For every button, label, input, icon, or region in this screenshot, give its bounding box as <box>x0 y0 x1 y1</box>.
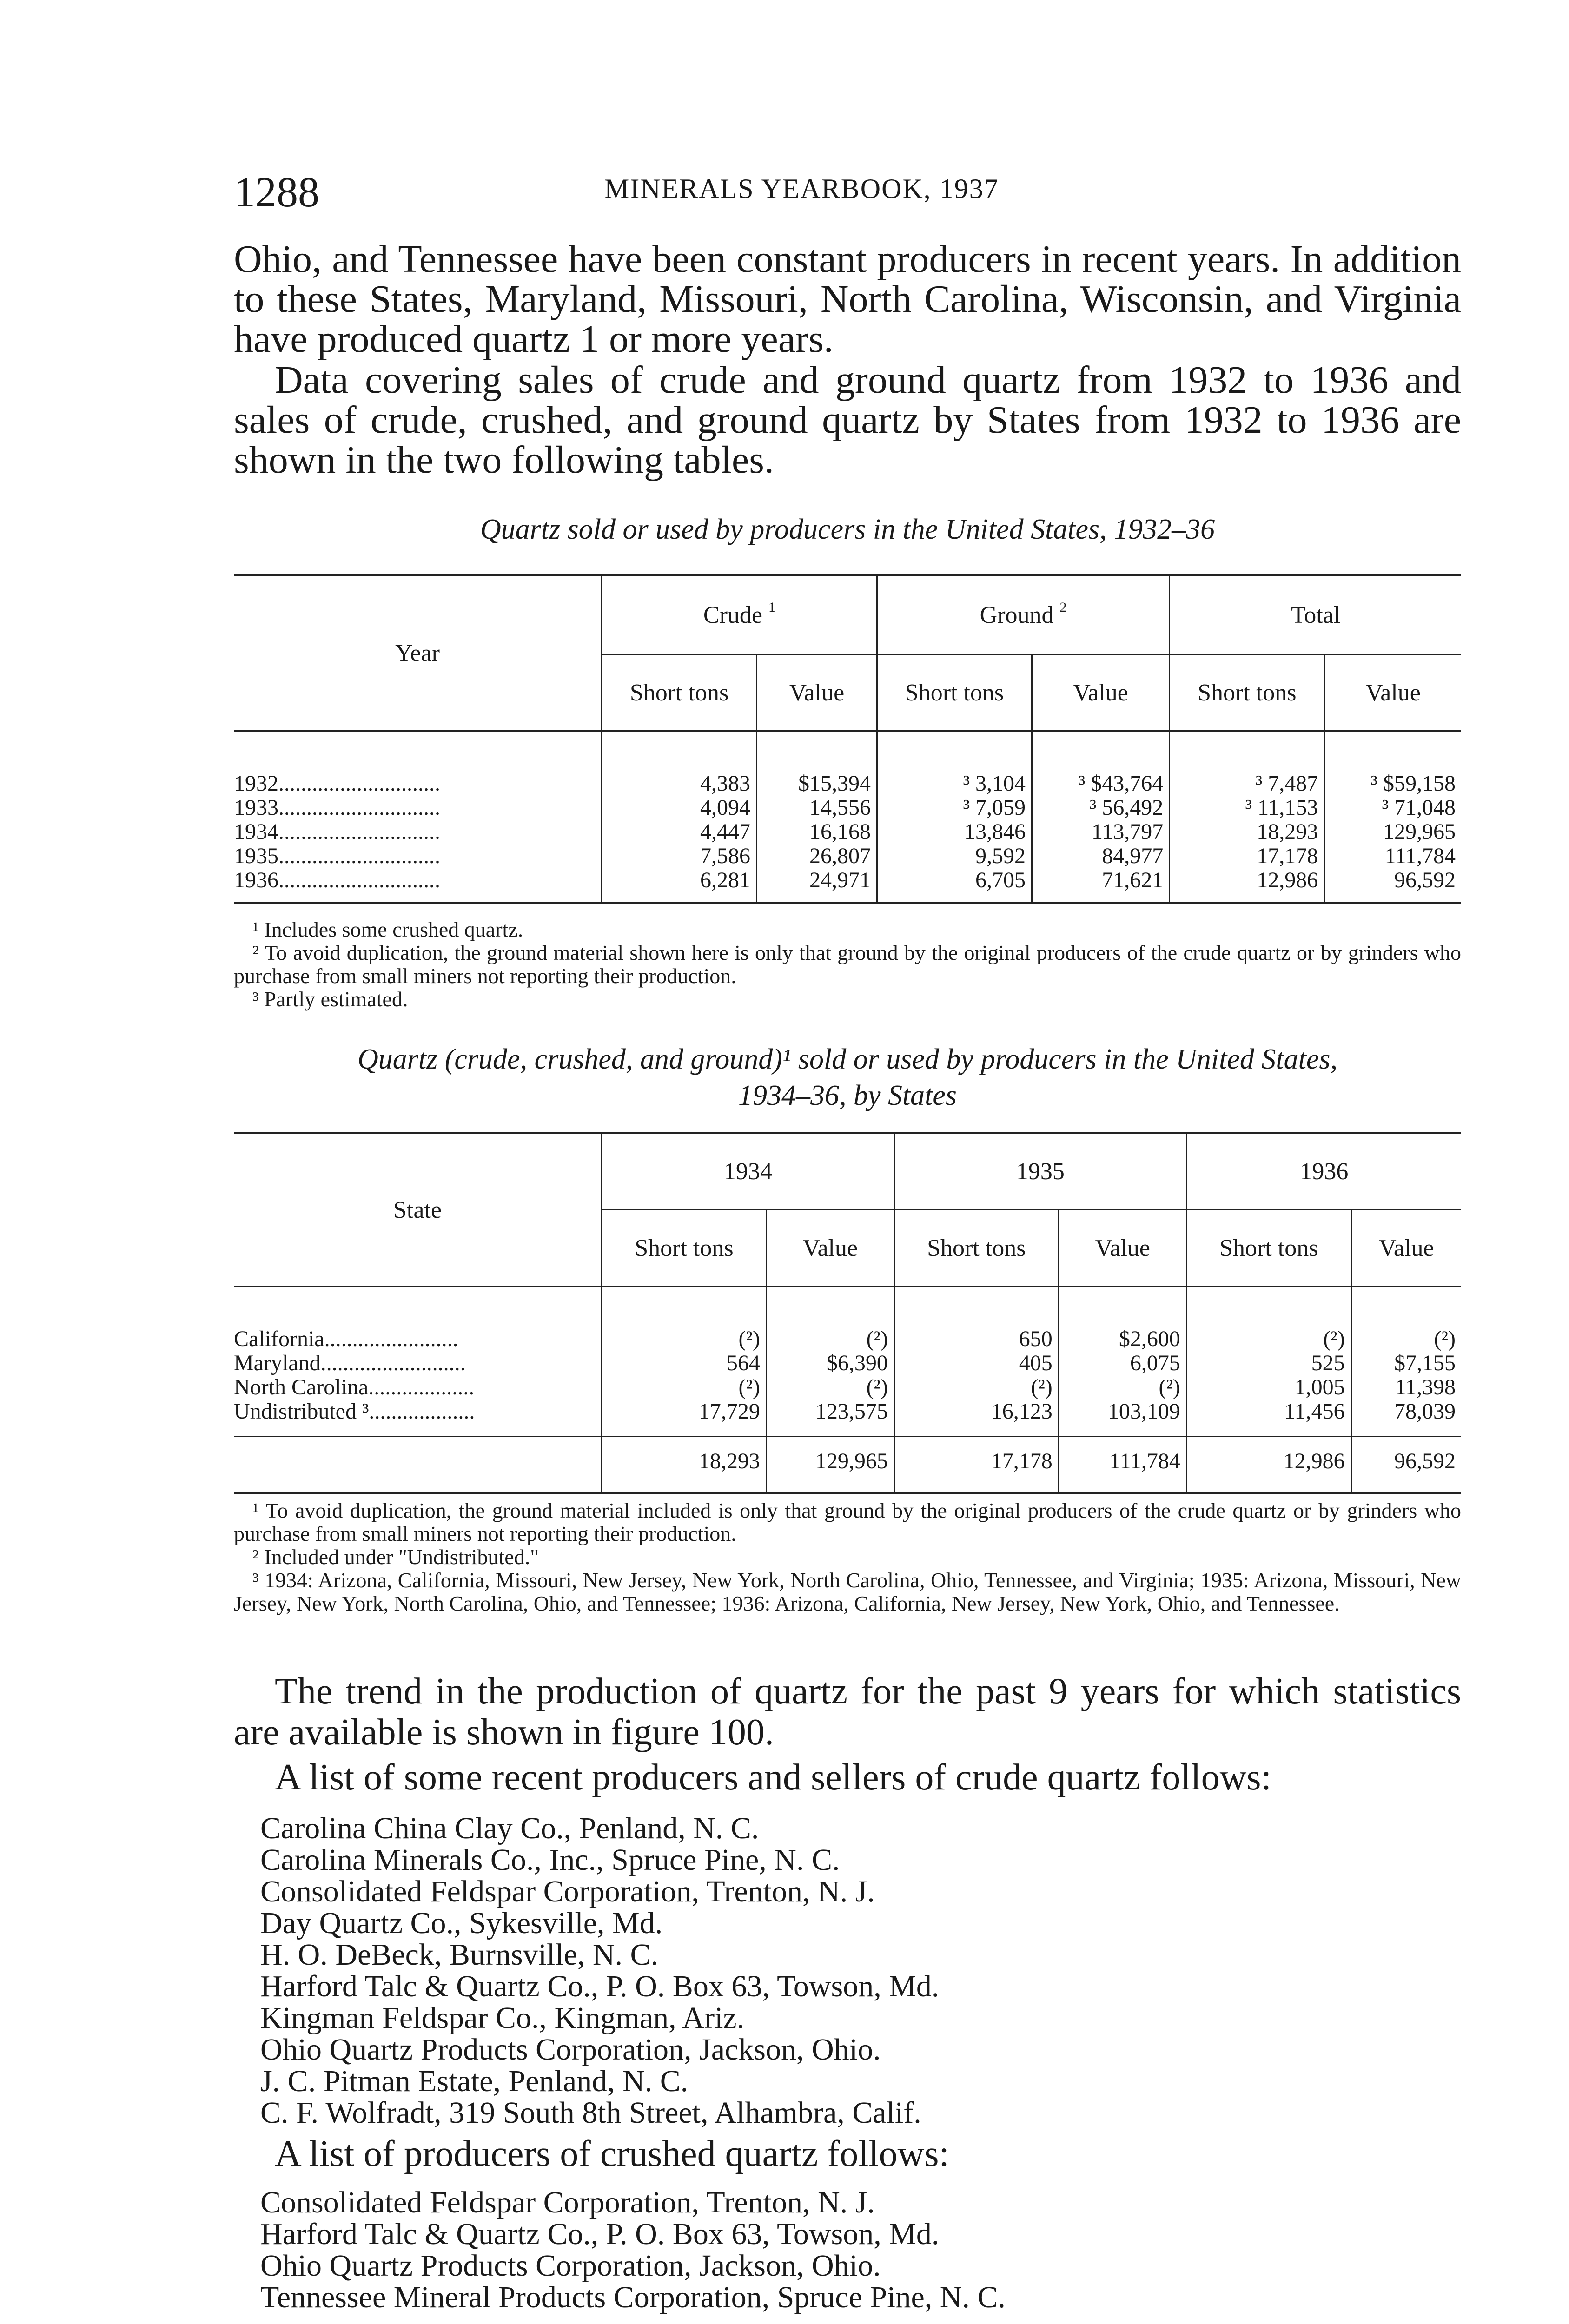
running-head: MINERALS YEARBOOK, 1937 <box>604 173 999 204</box>
footnote: ³ Partly estimated. <box>252 987 408 1011</box>
table-row <box>234 1375 1461 1400</box>
table-cell: (²) <box>1059 1375 1186 1400</box>
list-item: C. F. Wolfradt, 319 South 8th Street, Alhambra, Calif. <box>260 2096 921 2130</box>
table-cell: ³ 3,104 <box>877 731 1032 796</box>
intro-paragraph-1: Ohio, and Tennessee have been constant producers in recent years. In addition to these States, Maryland, Missouri, North Carolina, Wisconsin, and Virginia have produced quartz 1 or more years. <box>234 238 1461 361</box>
table-cell: $15,394 <box>757 731 877 796</box>
table1 <box>234 574 1461 904</box>
table-row <box>234 868 1461 903</box>
table-row <box>234 1287 1461 1352</box>
list-item: Ohio Quartz Products Corporation, Jackson, Ohio. <box>260 2249 881 2283</box>
table-cell: 113,797 <box>1032 820 1169 844</box>
table2-group-1934: 1934 <box>602 1133 894 1210</box>
row-label <box>234 1437 602 1493</box>
list-item: Harford Talc & Quartz Co., P. O. Box 63, Towson, Md. <box>260 1969 940 2003</box>
trend-paragraph: The trend in the production of quartz for the past 9 years for which statistics are available is shown in figure 100. <box>234 1671 1461 1753</box>
table-cell: 564 <box>602 1351 767 1375</box>
crushed-list-intro: A list of producers of crushed quartz follows: <box>275 2133 949 2174</box>
table1-stub-header: Year <box>234 575 602 731</box>
table1-subheader: Short tons <box>602 654 757 731</box>
table2-subheader: Short tons <box>602 1210 767 1287</box>
table2-subheader: Short tons <box>894 1210 1059 1287</box>
table-cell: $6,390 <box>766 1351 894 1375</box>
table-cell: 14,556 <box>757 796 877 820</box>
table-cell: 78,039 <box>1351 1400 1461 1437</box>
table1-footnotes <box>234 918 1461 1011</box>
table2-subheader: Value <box>1351 1210 1461 1287</box>
list-item: Carolina Minerals Co., Inc., Spruce Pine, N. C. <box>260 1843 840 1877</box>
table1-subheader: Value <box>1032 654 1169 731</box>
table2-subheader: Value <box>1059 1210 1186 1287</box>
list-item: Ohio Quartz Products Corporation, Jackson, Ohio. <box>260 2033 881 2067</box>
table-row <box>234 731 1461 796</box>
table-cell: 26,807 <box>757 844 877 868</box>
table2 <box>234 1132 1461 1494</box>
list-item: J. C. Pitman Estate, Penland, N. C. <box>260 2064 689 2098</box>
table-cell: 111,784 <box>1059 1437 1186 1493</box>
footnote: ¹ Includes some crushed quartz. <box>252 918 523 941</box>
row-label: Maryland.......................... <box>234 1351 466 1375</box>
table-cell: 525 <box>1186 1351 1351 1375</box>
list-item: Consolidated Feldspar Corporation, Trenton, N. J. <box>260 1875 875 1908</box>
table-cell: 6,705 <box>877 868 1032 903</box>
table1-group-total: Total <box>1170 575 1461 654</box>
table2-caption-line2: 1934–36, by States <box>738 1080 957 1111</box>
table-cell: (²) <box>894 1375 1059 1400</box>
list-item: Consolidated Feldspar Corporation, Trenton, N. J. <box>260 2185 875 2219</box>
table-cell: 12,986 <box>1170 868 1324 903</box>
footnote: ¹ To avoid duplication, the ground material included is only that ground by the original producers of the crude quartz or by grinders who purchase from small miners not reporting their production. <box>234 1499 1461 1545</box>
table-cell: 17,178 <box>1170 844 1324 868</box>
page-number: 1288 <box>234 168 319 216</box>
table-cell: 1,005 <box>1186 1375 1351 1400</box>
table-cell: 129,965 <box>766 1437 894 1493</box>
row-label: 1933............................. <box>234 795 440 820</box>
row-label: 1932............................. <box>234 771 440 796</box>
row-label: Undistributed ³................... <box>234 1399 475 1424</box>
table-cell: (²) <box>602 1287 767 1352</box>
table-cell: 17,729 <box>602 1400 767 1437</box>
table-cell: 12,986 <box>1186 1437 1351 1493</box>
table-cell: 96,592 <box>1324 868 1461 903</box>
table-cell: ³ $43,764 <box>1032 731 1169 796</box>
table-cell: 13,846 <box>877 820 1032 844</box>
table-cell: (²) <box>1186 1287 1351 1352</box>
table-cell: 17,178 <box>894 1437 1059 1493</box>
table-row <box>234 844 1461 868</box>
table-cell: (²) <box>766 1287 894 1352</box>
row-label: 1934............................. <box>234 819 440 844</box>
table-total-row <box>234 1437 1461 1493</box>
intro-paragraph-2: Data covering sales of crude and ground quartz from 1932 to 1936 and sales of crude, crushed, and ground quartz by States from 1932 to 1936 are shown in the two following tables. <box>234 358 1461 482</box>
table-cell: 11,398 <box>1351 1375 1461 1400</box>
table-cell: (²) <box>766 1375 894 1400</box>
table2-subheader: Short tons <box>1186 1210 1351 1287</box>
table1-group-ground: Ground $^2$ <box>877 575 1169 654</box>
table-cell: ³ 11,153 <box>1170 796 1324 820</box>
row-label: 1936............................. <box>234 868 602 903</box>
table-cell: (²) <box>1351 1287 1461 1352</box>
table2-group-1935: 1935 <box>894 1133 1186 1210</box>
list-item: Harford Talc & Quartz Co., P. O. Box 63, Towson, Md. <box>260 2217 940 2251</box>
table2-caption <box>234 1041 1461 1114</box>
list-item: Day Quartz Co., Sykesville, Md. <box>260 1906 663 1940</box>
table-cell: $7,155 <box>1351 1351 1461 1375</box>
table2-stub-header: State <box>234 1133 602 1287</box>
table-cell: 103,109 <box>1059 1400 1186 1437</box>
table1-caption: Quartz sold or used by producers in the United States, 1932–36 <box>480 514 1215 545</box>
list-item: Carolina China Clay Co., Penland, N. C. <box>260 1811 759 1845</box>
table-cell: 123,575 <box>766 1400 894 1437</box>
table2-footnotes <box>234 1499 1461 1615</box>
table-cell: ³ 7,059 <box>877 796 1032 820</box>
footnote: ² To avoid duplication, the ground material shown here is only that ground by the original producers of the crude quartz or by grinders who purchase from small miners not reporting their production. <box>234 941 1461 988</box>
table1-subheader: Value <box>757 654 877 731</box>
table-row <box>234 796 1461 820</box>
list-item: H. O. DeBeck, Burnsville, N. C. <box>260 1938 659 1972</box>
table-cell: 650 <box>894 1287 1059 1352</box>
table1-subheader: Short tons <box>1170 654 1324 731</box>
table-cell: 71,621 <box>1032 868 1169 903</box>
table2-subheader: Value <box>766 1210 894 1287</box>
footnote: ² Included under "Undistributed." <box>252 1545 539 1569</box>
table-cell: 4,447 <box>602 820 757 844</box>
table-cell: 405 <box>894 1351 1059 1375</box>
row-label: 1935............................. <box>234 844 440 868</box>
list-item: Tennessee Mineral Products Corporation, Spruce Pine, N. C. <box>260 2280 1006 2314</box>
table-cell: 11,456 <box>1186 1400 1351 1437</box>
footnote: ³ 1934: Arizona, California, Missouri, New Jersey, New York, North Carolina, Ohio, Tennessee, and Virginia; 1935: Arizona, Missouri, New Jersey, New York, North Carolina, Ohio, and Tennessee; 1936: Arizona, California, New Jersey, New York, Ohio, and Tennessee. <box>234 1568 1461 1615</box>
table-cell: 6,075 <box>1059 1351 1186 1375</box>
table-cell: 4,383 <box>602 731 757 796</box>
table-cell: 16,123 <box>894 1400 1059 1437</box>
table-cell: ³ 71,048 <box>1324 796 1461 820</box>
row-label: California........................ <box>234 1327 458 1351</box>
table-cell: 129,965 <box>1324 820 1461 844</box>
table2-group-1936: 1936 <box>1186 1133 1461 1210</box>
table-cell: ³ $59,158 <box>1324 731 1461 796</box>
table1-subheader: Value <box>1324 654 1461 731</box>
table-row <box>234 820 1461 844</box>
crude-producers-list <box>260 1813 1423 2129</box>
table-cell: ³ 7,487 <box>1170 731 1324 796</box>
table2-caption-line1: Quartz (crude, crushed, and ground)¹ sold or used by producers in the United States, <box>357 1043 1337 1075</box>
crushed-producers-list <box>260 2187 1423 2313</box>
table-cell: ³ 56,492 <box>1032 796 1169 820</box>
table1-subheader: Short tons <box>877 654 1032 731</box>
table-cell: 7,586 <box>602 844 757 868</box>
table-cell: 6,281 <box>602 868 757 903</box>
table-cell: 111,784 <box>1324 844 1461 868</box>
table-row <box>234 1400 1461 1437</box>
list-item: Kingman Feldspar Co., Kingman, Ariz. <box>260 2001 745 2035</box>
table-cell: 96,592 <box>1351 1437 1461 1493</box>
table-cell: 84,977 <box>1032 844 1169 868</box>
row-label: North Carolina................... <box>234 1375 475 1400</box>
table-cell: 18,293 <box>1170 820 1324 844</box>
crude-list-intro: A list of some recent producers and sellers of crude quartz follows: <box>275 1757 1271 1798</box>
table-cell: 4,094 <box>602 796 757 820</box>
table-cell: 18,293 <box>602 1437 767 1493</box>
table-row <box>234 1351 1461 1375</box>
table-cell: 16,168 <box>757 820 877 844</box>
table-cell: 24,971 <box>757 868 877 903</box>
table1-group-crude: Crude $^1$ <box>602 575 877 654</box>
table-cell: (²) <box>602 1375 767 1400</box>
table-cell: $2,600 <box>1059 1287 1186 1352</box>
table-cell: 9,592 <box>877 844 1032 868</box>
